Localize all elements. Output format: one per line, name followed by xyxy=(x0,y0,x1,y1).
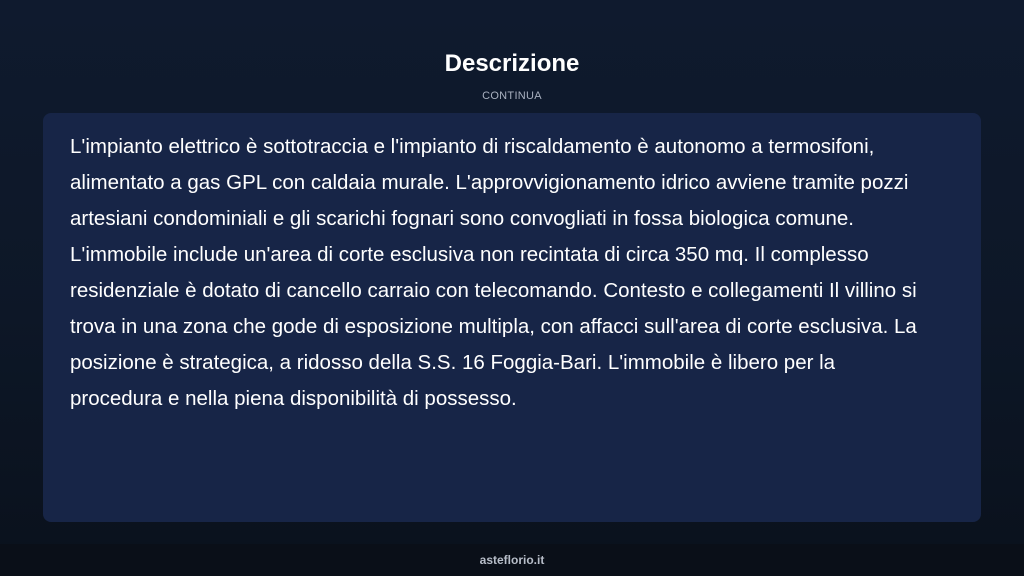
page-title: Descrizione xyxy=(444,50,580,77)
description-text: L'impianto elettrico è sottotraccia e l'impianto di riscaldamento è autonomo a termosifoni, alimentato a gas GPL con caldaia murale. L'approvvigionamento idrico avviene tramite pozzi artesiani condominiali e gli scarichi fognari sono convogliati in fossa biologica comune. L'immobile include un'area di corte esclusiva non recintata di circa 350 mq. Il complesso residenziale è dotato di cancello carraio con telecomando. Contesto e collegamenti Il villino si trova in una zona che gode di esposizione multipla, con affacci sull'area di corte esclusiva. La posizione è strategica, a ridosso della S.S. 16 Foggia-Bari. L'immobile è libero per la procedura e nella piena disponibilità di possesso. xyxy=(70,135,917,410)
footer-bar xyxy=(0,544,1024,576)
continue-label: CONTINUA xyxy=(482,90,542,102)
footer-site-label: asteflorio.it xyxy=(479,553,545,567)
description-card xyxy=(43,113,981,522)
